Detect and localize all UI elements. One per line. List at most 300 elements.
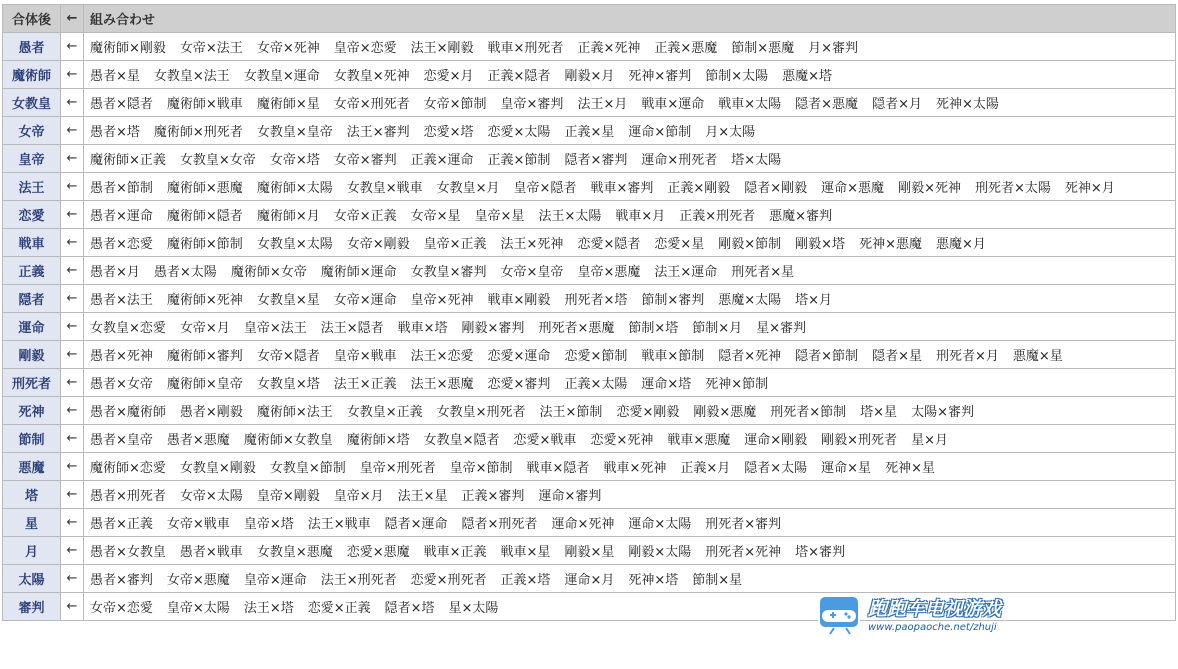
combinations-cell xyxy=(84,61,1176,89)
combinations-cell xyxy=(84,313,1176,341)
combination-item: 魔術師×恋愛 xyxy=(90,461,166,476)
combination-item: 愚者×節制 xyxy=(90,181,153,196)
combination-item: 星×太陽 xyxy=(448,601,499,616)
combination-item: 女教皇×塔 xyxy=(256,377,320,392)
combination-item: 戦車×刑死者 xyxy=(487,41,564,56)
combination-item: 悪魔×星 xyxy=(1012,349,1063,364)
combinations-cell xyxy=(84,201,1176,229)
combination-item: 女教皇×太陽 xyxy=(256,237,333,252)
combinations-cell xyxy=(84,89,1176,117)
result-arcana-cell: 死神 xyxy=(3,397,61,425)
combination-item: 愚者×法王 xyxy=(90,293,153,308)
combinations-cell xyxy=(84,257,1176,285)
result-arcana-cell: 月 xyxy=(3,537,61,565)
combination-item: 魔術師×太陽 xyxy=(256,181,333,196)
combination-item: 皇帝×正義 xyxy=(423,237,487,252)
table-row xyxy=(3,425,1176,453)
arrow-cell: ← xyxy=(61,537,84,565)
combination-item: 運命×死神 xyxy=(551,517,615,532)
result-arcana-cell: 星 xyxy=(3,509,61,537)
combination-item: 太陽×審判 xyxy=(911,405,974,420)
combinations-cell xyxy=(84,341,1176,369)
combinations-cell xyxy=(84,229,1176,257)
combination-item: 悪魔×月 xyxy=(935,237,986,252)
table-row xyxy=(3,117,1176,145)
combination-item: 運命×太陽 xyxy=(628,517,692,532)
combination-item: 死神×悪魔 xyxy=(859,237,922,252)
combination-item: 法王×死神 xyxy=(500,237,564,252)
combination-item: 正義×悪魔 xyxy=(654,41,718,56)
combination-item: 戦車×月 xyxy=(615,209,666,224)
combination-item: 法王×運命 xyxy=(654,265,718,280)
table-row xyxy=(3,61,1176,89)
table-row xyxy=(3,229,1176,257)
combination-item: 隠者×死神 xyxy=(718,349,782,364)
combination-item: 法王×太陽 xyxy=(538,209,602,224)
combination-item: 月×太陽 xyxy=(705,125,756,140)
combination-item: 女教皇×戦車 xyxy=(346,181,423,196)
combinations-cell xyxy=(84,565,1176,593)
arrow-cell: ← xyxy=(61,145,84,173)
combination-item: 恋愛×隠者 xyxy=(577,237,641,252)
combination-item: 正義×隠者 xyxy=(487,69,551,84)
combination-item: 節制×星 xyxy=(692,573,743,588)
combination-item: 皇帝×戦車 xyxy=(333,349,397,364)
combination-item: 塔×月 xyxy=(795,293,833,308)
combination-item: 皇帝×刑死者 xyxy=(359,461,436,476)
table-row xyxy=(3,369,1176,397)
header-combos: 組み合わせ xyxy=(84,5,1176,33)
combination-item: 愚者×月 xyxy=(90,265,140,280)
combination-item: 女教皇×法王 xyxy=(153,69,230,84)
result-arcana-cell: 刑死者 xyxy=(3,369,61,397)
combination-item: 正義×死神 xyxy=(577,41,641,56)
combination-item: 女帝×戦車 xyxy=(166,517,230,532)
combination-item: 女帝×悪魔 xyxy=(166,573,230,588)
combination-item: 塔×審判 xyxy=(795,545,846,560)
combination-item: 愚者×戦車 xyxy=(179,545,243,560)
combination-item: 法王×悪魔 xyxy=(410,377,474,392)
combination-item: 星×審判 xyxy=(756,321,807,336)
result-arcana-cell: 太陽 xyxy=(3,565,61,593)
combination-item: 法王×刑死者 xyxy=(320,573,397,588)
combinations-cell xyxy=(84,509,1176,537)
combination-item: 剛毅×審判 xyxy=(461,321,525,336)
table-row xyxy=(3,257,1176,285)
combination-item: 隠者×審判 xyxy=(564,153,628,168)
combination-item: 魔術師×塔 xyxy=(346,433,410,448)
combination-item: 女帝×審判 xyxy=(333,153,397,168)
table-row xyxy=(3,397,1176,425)
combination-item: 戦車×剛毅 xyxy=(487,293,551,308)
combination-item: 魔術師×女教皇 xyxy=(243,433,333,448)
combination-item: 皇帝×隠者 xyxy=(513,181,577,196)
table-row xyxy=(3,481,1176,509)
combination-item: 運命×審判 xyxy=(538,489,602,504)
combination-item: 正義×審判 xyxy=(461,489,525,504)
combination-item: 魔術師×刑死者 xyxy=(153,125,243,140)
arrow-cell: ← xyxy=(61,453,84,481)
combinations-cell xyxy=(84,453,1176,481)
combination-item: 正義×運命 xyxy=(410,153,474,168)
combination-item: 正義×節制 xyxy=(487,153,551,168)
combination-item: 女帝×皇帝 xyxy=(500,265,564,280)
combination-item: 女教皇×節制 xyxy=(269,461,346,476)
combination-item: 運命×月 xyxy=(564,573,615,588)
table-header-row xyxy=(3,5,1176,33)
combination-item: 正義×星 xyxy=(564,125,615,140)
combination-item: 恋愛×塔 xyxy=(423,125,474,140)
combination-item: 女教皇×恋愛 xyxy=(90,321,166,336)
combination-item: 戦車×隠者 xyxy=(526,461,590,476)
combination-item: 戦車×運命 xyxy=(641,97,705,112)
combination-item: 女教皇×審判 xyxy=(410,265,487,280)
combination-item: 法王×剛毅 xyxy=(410,41,474,56)
combination-item: 皇帝×星 xyxy=(474,209,525,224)
combination-item: 運命×剛毅 xyxy=(744,433,808,448)
combination-item: 女帝×剛毅 xyxy=(346,237,410,252)
combination-item: 隠者×運命 xyxy=(384,517,448,532)
combination-item: 皇帝×運命 xyxy=(243,573,307,588)
combination-item: 愚者×審判 xyxy=(90,573,153,588)
arrow-cell: ← xyxy=(61,369,84,397)
combination-item: 恋愛×戦車 xyxy=(513,433,577,448)
combination-item: 戦車×星 xyxy=(500,545,551,560)
combination-item: 皇帝×剛毅 xyxy=(256,489,320,504)
combination-item: 隠者×太陽 xyxy=(744,461,808,476)
combination-item: 愚者×運命 xyxy=(90,209,153,224)
combination-item: 正義×塔 xyxy=(500,573,551,588)
combination-item: 恋愛×月 xyxy=(423,69,474,84)
combination-item: 刑死者×悪魔 xyxy=(538,321,615,336)
combination-item: 女教皇×隠者 xyxy=(423,433,500,448)
combination-item: 法王×恋愛 xyxy=(410,349,474,364)
combination-item: 女帝×太陽 xyxy=(179,489,243,504)
table-row xyxy=(3,201,1176,229)
combination-item: 恋愛×正義 xyxy=(307,601,371,616)
table-row xyxy=(3,565,1176,593)
combinations-cell xyxy=(84,593,1176,621)
combination-item: 節制×塔 xyxy=(628,321,679,336)
combinations-cell xyxy=(84,285,1176,313)
combination-item: 恋愛×刑死者 xyxy=(410,573,487,588)
combination-item: 恋愛×節制 xyxy=(564,349,628,364)
combinations-cell xyxy=(84,173,1176,201)
combination-item: 愚者×女帝 xyxy=(90,377,153,392)
arrow-cell: ← xyxy=(61,425,84,453)
combination-item: 戦車×塔 xyxy=(397,321,448,336)
combination-item: 正義×月 xyxy=(680,461,731,476)
arrow-cell: ← xyxy=(61,509,84,537)
combination-item: 女教皇×皇帝 xyxy=(256,125,333,140)
table-row xyxy=(3,285,1176,313)
header-arrow: ← xyxy=(61,5,84,33)
fusion-table xyxy=(2,4,1176,621)
combination-item: 刑死者×太陽 xyxy=(974,181,1051,196)
combination-item: 愚者×死神 xyxy=(90,349,153,364)
combination-item: 隠者×月 xyxy=(872,97,922,112)
combination-item: 塔×星 xyxy=(860,405,898,420)
combination-item: 愚者×星 xyxy=(90,69,140,84)
combination-item: 剛毅×悪魔 xyxy=(693,405,757,420)
table-row xyxy=(3,173,1176,201)
combination-item: 愚者×剛毅 xyxy=(179,405,243,420)
combination-item: 魔術師×星 xyxy=(256,97,320,112)
combinations-cell xyxy=(84,425,1176,453)
table-row xyxy=(3,89,1176,117)
watermark-url: www.paopaoche.net/zhuji xyxy=(868,622,997,633)
combination-item: 運命×刑死者 xyxy=(641,153,718,168)
combination-item: 女帝×運命 xyxy=(333,293,397,308)
combination-item: 皇帝×月 xyxy=(333,489,384,504)
combination-item: 隠者×塔 xyxy=(384,601,435,616)
combination-item: 魔術師×悪魔 xyxy=(166,181,243,196)
combination-item: 刑死者×月 xyxy=(935,349,999,364)
combination-item: 愚者×塔 xyxy=(90,125,140,140)
arrow-cell: ← xyxy=(61,61,84,89)
result-arcana-cell: 剛毅 xyxy=(3,341,61,369)
combination-item: 魔術師×死神 xyxy=(166,293,243,308)
combination-item: 恋愛×死神 xyxy=(590,433,654,448)
combination-item: 魔術師×剛毅 xyxy=(90,41,166,56)
combination-item: 法王×月 xyxy=(577,97,628,112)
combination-item: 隠者×悪魔 xyxy=(795,97,859,112)
arrow-cell: ← xyxy=(61,285,84,313)
combination-item: 女帝×隠者 xyxy=(256,349,320,364)
result-arcana-cell: 皇帝 xyxy=(3,145,61,173)
arrow-cell: ← xyxy=(61,201,84,229)
combination-item: 皇帝×法王 xyxy=(243,321,307,336)
table-row xyxy=(3,145,1176,173)
combination-item: 戦車×悪魔 xyxy=(667,433,731,448)
combination-item: 愚者×刑死者 xyxy=(90,489,166,504)
combination-item: 女帝×節制 xyxy=(423,97,487,112)
result-arcana-cell: 隠者 xyxy=(3,285,61,313)
combination-item: 魔術師×隠者 xyxy=(166,209,243,224)
combination-item: 女教皇×女帝 xyxy=(179,153,256,168)
combination-item: 死神×月 xyxy=(1064,181,1115,196)
combinations-cell xyxy=(84,145,1176,173)
result-arcana-cell: 節制 xyxy=(3,425,61,453)
combination-item: 剛毅×刑死者 xyxy=(821,433,898,448)
combination-item: 愚者×皇帝 xyxy=(90,433,153,448)
combination-item: 女帝×月 xyxy=(179,321,230,336)
combination-item: 魔術師×皇帝 xyxy=(166,377,243,392)
combination-item: 戦車×正義 xyxy=(423,545,487,560)
combination-item: 女教皇×悪魔 xyxy=(256,545,333,560)
combination-item: 女帝×死神 xyxy=(256,41,320,56)
watermark-title: 跑跑车电视游戏 xyxy=(868,598,1002,620)
result-arcana-cell: 恋愛 xyxy=(3,201,61,229)
combination-item: 魔術師×正義 xyxy=(90,153,166,168)
arrow-cell: ← xyxy=(61,397,84,425)
table-row xyxy=(3,537,1176,565)
combinations-cell xyxy=(84,397,1176,425)
arrow-cell: ← xyxy=(61,313,84,341)
combination-item: 運命×節制 xyxy=(628,125,692,140)
result-arcana-cell: 女教皇 xyxy=(3,89,61,117)
combination-item: 女教皇×月 xyxy=(436,181,500,196)
combination-item: 女教皇×運命 xyxy=(243,69,320,84)
combination-item: 女教皇×星 xyxy=(256,293,320,308)
combination-item: 刑死者×塔 xyxy=(564,293,628,308)
combination-item: 女教皇×正義 xyxy=(346,405,423,420)
combination-item: 女帝×刑死者 xyxy=(333,97,410,112)
combination-item: 女教皇×刑死者 xyxy=(436,405,526,420)
arrow-cell: ← xyxy=(61,257,84,285)
combination-item: 女帝×正義 xyxy=(333,209,397,224)
combination-item: 刑死者×星 xyxy=(731,265,795,280)
combination-item: 戦車×審判 xyxy=(590,181,654,196)
combination-item: 節制×月 xyxy=(692,321,743,336)
combination-item: 悪魔×太陽 xyxy=(718,293,782,308)
arrow-cell: ← xyxy=(61,117,84,145)
combination-item: 女教皇×剛毅 xyxy=(179,461,256,476)
arrow-cell: ← xyxy=(61,173,84,201)
combination-item: 剛毅×月 xyxy=(564,69,615,84)
combination-item: 法王×星 xyxy=(397,489,448,504)
table-row xyxy=(3,509,1176,537)
result-arcana-cell: 戦車 xyxy=(3,229,61,257)
combination-item: 魔術師×節制 xyxy=(166,237,243,252)
combination-item: 節制×太陽 xyxy=(705,69,769,84)
combination-item: 死神×節制 xyxy=(705,377,769,392)
combination-item: 剛毅×死神 xyxy=(898,181,961,196)
combination-item: 魔術師×審判 xyxy=(166,349,243,364)
combination-item: 剛毅×太陽 xyxy=(628,545,692,560)
table-row xyxy=(3,593,1176,621)
combination-item: 愚者×太陽 xyxy=(153,265,217,280)
combination-item: 正義×太陽 xyxy=(564,377,628,392)
combination-item: 死神×塔 xyxy=(628,573,679,588)
combination-item: 法王×塔 xyxy=(243,601,294,616)
combination-item: 女帝×法王 xyxy=(179,41,243,56)
combination-item: 皇帝×審判 xyxy=(500,97,564,112)
combination-item: 恋愛×審判 xyxy=(487,377,551,392)
combination-item: 戦車×節制 xyxy=(641,349,705,364)
combination-item: 法王×戦車 xyxy=(307,517,371,532)
combination-item: 愚者×女教皇 xyxy=(90,545,166,560)
combination-item: 塔×太陽 xyxy=(731,153,782,168)
result-arcana-cell: 正義 xyxy=(3,257,61,285)
combination-item: 法王×正義 xyxy=(333,377,397,392)
result-arcana-cell: 運命 xyxy=(3,313,61,341)
combination-item: 魔術師×法王 xyxy=(256,405,333,420)
combination-item: 魔術師×女帝 xyxy=(230,265,307,280)
combination-item: 愚者×魔術師 xyxy=(90,405,166,420)
table-row xyxy=(3,453,1176,481)
combination-item: 正義×剛毅 xyxy=(667,181,731,196)
combination-item: 女帝×恋愛 xyxy=(90,601,153,616)
combination-item: 運命×星 xyxy=(821,461,872,476)
combination-item: 女帝×塔 xyxy=(269,153,320,168)
combination-item: 戦車×死神 xyxy=(603,461,667,476)
combination-item: 魔術師×運命 xyxy=(320,265,397,280)
combination-item: 皇帝×塔 xyxy=(243,517,294,532)
combination-item: 戦車×太陽 xyxy=(718,97,782,112)
combination-item: 死神×審判 xyxy=(628,69,692,84)
combination-item: 隠者×節制 xyxy=(795,349,859,364)
combination-item: 隠者×刑死者 xyxy=(461,517,538,532)
arrow-cell: ← xyxy=(61,341,84,369)
combination-item: 刑死者×節制 xyxy=(770,405,847,420)
combination-item: 皇帝×節制 xyxy=(449,461,513,476)
combination-item: 愚者×隠者 xyxy=(90,97,153,112)
combination-item: 恋愛×運命 xyxy=(487,349,551,364)
combinations-cell xyxy=(84,369,1176,397)
result-arcana-cell: 審判 xyxy=(3,593,61,621)
combination-item: 魔術師×戦車 xyxy=(166,97,243,112)
combination-item: 恋愛×剛毅 xyxy=(616,405,680,420)
table-row xyxy=(3,313,1176,341)
combination-item: 運命×悪魔 xyxy=(821,181,885,196)
combination-item: 刑死者×死神 xyxy=(705,545,782,560)
combination-item: 死神×星 xyxy=(885,461,935,476)
arrow-cell: ← xyxy=(61,565,84,593)
combination-item: 法王×隠者 xyxy=(320,321,384,336)
combination-item: 節制×審判 xyxy=(641,293,705,308)
result-arcana-cell: 法王 xyxy=(3,173,61,201)
combination-item: 剛毅×節制 xyxy=(718,237,782,252)
combination-item: 悪魔×審判 xyxy=(769,209,833,224)
result-arcana-cell: 女帝 xyxy=(3,117,61,145)
arrow-cell: ← xyxy=(61,89,84,117)
result-arcana-cell: 魔術師 xyxy=(3,61,61,89)
combinations-cell xyxy=(84,537,1176,565)
combination-item: 恋愛×太陽 xyxy=(487,125,551,140)
combination-item: 悪魔×塔 xyxy=(782,69,833,84)
result-arcana-cell: 悪魔 xyxy=(3,453,61,481)
result-arcana-cell: 塔 xyxy=(3,481,61,509)
combination-item: 女教皇×死神 xyxy=(333,69,410,84)
combination-item: 運命×塔 xyxy=(641,377,692,392)
combination-item: 愚者×正義 xyxy=(90,517,153,532)
combination-item: 刑死者×審判 xyxy=(705,517,782,532)
combination-item: 正義×刑死者 xyxy=(679,209,756,224)
combination-item: 剛毅×塔 xyxy=(795,237,846,252)
combinations-cell xyxy=(84,481,1176,509)
combination-item: 星×月 xyxy=(911,433,948,448)
combination-item: 愚者×悪魔 xyxy=(166,433,230,448)
combination-item: 女帝×星 xyxy=(410,209,461,224)
combination-item: 皇帝×恋愛 xyxy=(333,41,397,56)
table-row xyxy=(3,33,1176,61)
combination-item: 皇帝×死神 xyxy=(410,293,474,308)
combination-item: 恋愛×悪魔 xyxy=(346,545,410,560)
arrow-cell: ← xyxy=(61,229,84,257)
combination-item: 剛毅×星 xyxy=(564,545,615,560)
combination-item: 隠者×星 xyxy=(872,349,922,364)
combination-item: 愚者×恋愛 xyxy=(90,237,153,252)
combination-item: 恋愛×星 xyxy=(654,237,705,252)
combinations-cell xyxy=(84,33,1176,61)
combinations-cell xyxy=(84,117,1176,145)
combination-item: 節制×悪魔 xyxy=(731,41,795,56)
result-arcana-cell: 愚者 xyxy=(3,33,61,61)
combination-item: 魔術師×月 xyxy=(256,209,320,224)
combination-item: 法王×節制 xyxy=(539,405,603,420)
arrow-cell: ← xyxy=(61,33,84,61)
combination-item: 隠者×剛毅 xyxy=(744,181,808,196)
header-result: 合体後 xyxy=(3,5,61,33)
arrow-cell: ← xyxy=(61,481,84,509)
arrow-cell: ← xyxy=(61,593,84,621)
table-row xyxy=(3,341,1176,369)
combination-item: 皇帝×悪魔 xyxy=(577,265,641,280)
combination-item: 月×審判 xyxy=(808,41,859,56)
combination-item: 死神×太陽 xyxy=(935,97,999,112)
combination-item: 皇帝×太陽 xyxy=(166,601,230,616)
